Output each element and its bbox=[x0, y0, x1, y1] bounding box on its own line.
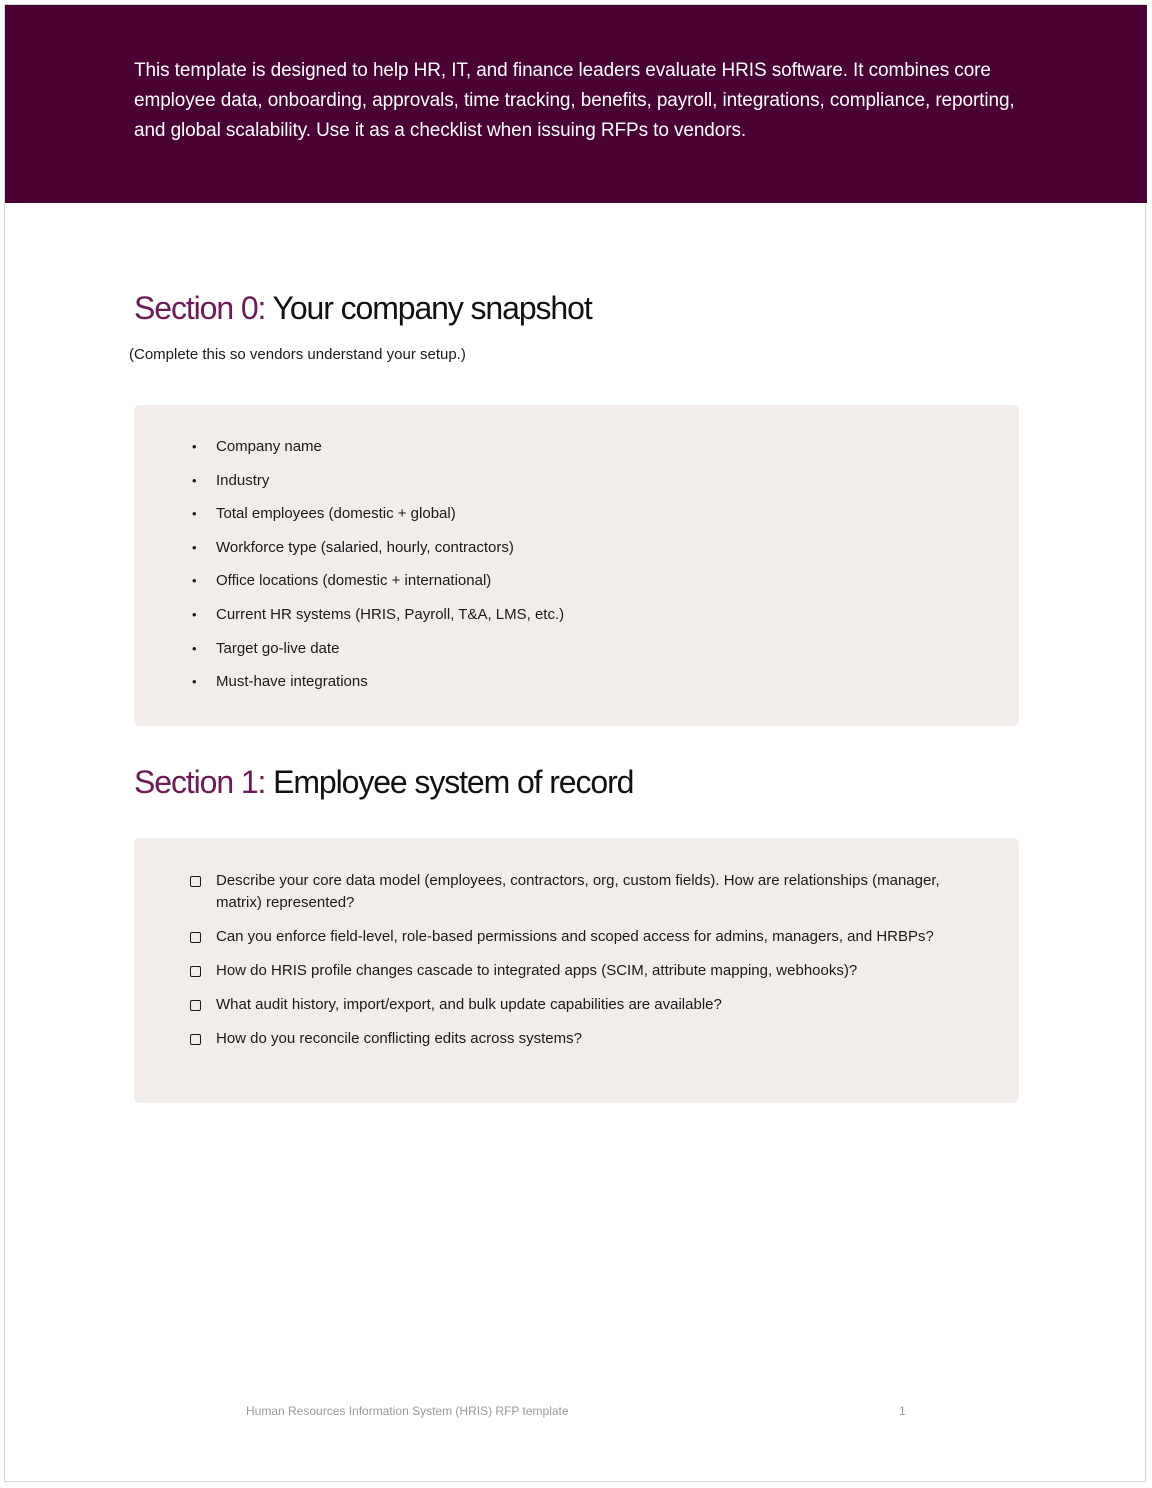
bullet-icon: • bbox=[192, 506, 197, 522]
checklist-item bbox=[134, 960, 1019, 982]
checklist-item bbox=[134, 1028, 1019, 1050]
checklist-item-label: How do you reconcile conflicting edits across systems? bbox=[216, 1030, 582, 1047]
list-item-label: Industry bbox=[216, 471, 270, 489]
checklist-item bbox=[134, 994, 1019, 1016]
list-item-label: Total employees (domestic + global) bbox=[216, 505, 456, 523]
bullet-icon: • bbox=[192, 606, 197, 622]
list-item bbox=[134, 671, 1019, 693]
section-0-heading bbox=[134, 288, 592, 328]
list-item bbox=[134, 537, 1019, 559]
list-item bbox=[134, 470, 1019, 492]
section-1-title: Employee system of record bbox=[273, 764, 634, 800]
list-item bbox=[134, 503, 1019, 525]
bullet-icon: • bbox=[192, 640, 197, 656]
list-item-label: Current HR systems (HRIS, Payroll, T&A, LMS, etc.) bbox=[216, 605, 565, 623]
checkbox[interactable] bbox=[190, 932, 201, 943]
list-item-label: Target go-live date bbox=[216, 639, 340, 657]
checklist bbox=[134, 870, 1019, 1050]
checklist-item-label: Can you enforce field-level, role-based permissions and scoped access for admins, managers, and HRBPs? bbox=[216, 928, 934, 945]
checklist-item bbox=[134, 926, 1019, 948]
checklist-item-label: How do HRIS profile changes cascade to integrated apps (SCIM, attribute mapping, webhooks)? bbox=[216, 962, 858, 979]
section-0-prefix: Section 0: bbox=[134, 290, 266, 326]
company-snapshot-list bbox=[134, 436, 1019, 693]
checklist-item-label: Describe your core data model (employees, contractors, org, custom fields). How are relationships (manager, matrix) represented? bbox=[216, 872, 940, 911]
section-0-subtitle: (Complete this so vendors understand your setup.) bbox=[129, 346, 466, 363]
checkbox[interactable] bbox=[190, 876, 201, 887]
document-page bbox=[4, 4, 1146, 1482]
bullet-icon: • bbox=[192, 573, 197, 589]
checkbox[interactable] bbox=[190, 966, 201, 977]
list-item-label: Must-have integrations bbox=[216, 673, 368, 691]
footer-document-title: Human Resources Information System (HRIS) RFP template bbox=[246, 1404, 569, 1418]
section-1-heading bbox=[134, 762, 633, 802]
list-item-label: Workforce type (salaried, hourly, contractors) bbox=[216, 538, 514, 556]
section-0-title: Your company snapshot bbox=[272, 290, 592, 326]
page-number: 1 bbox=[899, 1404, 906, 1418]
checklist-item bbox=[134, 870, 1019, 914]
company-snapshot-panel bbox=[134, 405, 1019, 726]
list-item bbox=[134, 570, 1019, 592]
bullet-icon: • bbox=[192, 674, 197, 690]
bullet-icon: • bbox=[192, 539, 197, 555]
list-item bbox=[134, 436, 1019, 458]
checkbox[interactable] bbox=[190, 1034, 201, 1045]
bullet-icon: • bbox=[192, 439, 197, 454]
list-item-label: Company name bbox=[216, 438, 322, 455]
checkbox[interactable] bbox=[190, 1000, 201, 1011]
system-of-record-panel bbox=[134, 838, 1019, 1103]
bullet-icon: • bbox=[192, 472, 197, 488]
intro-text: This template is designed to help HR, IT, and finance leaders evaluate HRIS software. It combines core employee data, onboarding, approvals, time tracking, benefits, payroll, integrations, compliance, reporting, and global scalability. Use it as a checklist when issuing RFPs to vendors. bbox=[134, 60, 1015, 141]
list-item bbox=[134, 604, 1019, 626]
list-item-label: Office locations (domestic + international) bbox=[216, 572, 492, 590]
section-1-prefix: Section 1: bbox=[134, 764, 266, 800]
checklist-item-label: What audit history, import/export, and bulk update capabilities are available? bbox=[216, 996, 722, 1013]
list-item bbox=[134, 638, 1019, 660]
intro-banner bbox=[5, 5, 1147, 203]
